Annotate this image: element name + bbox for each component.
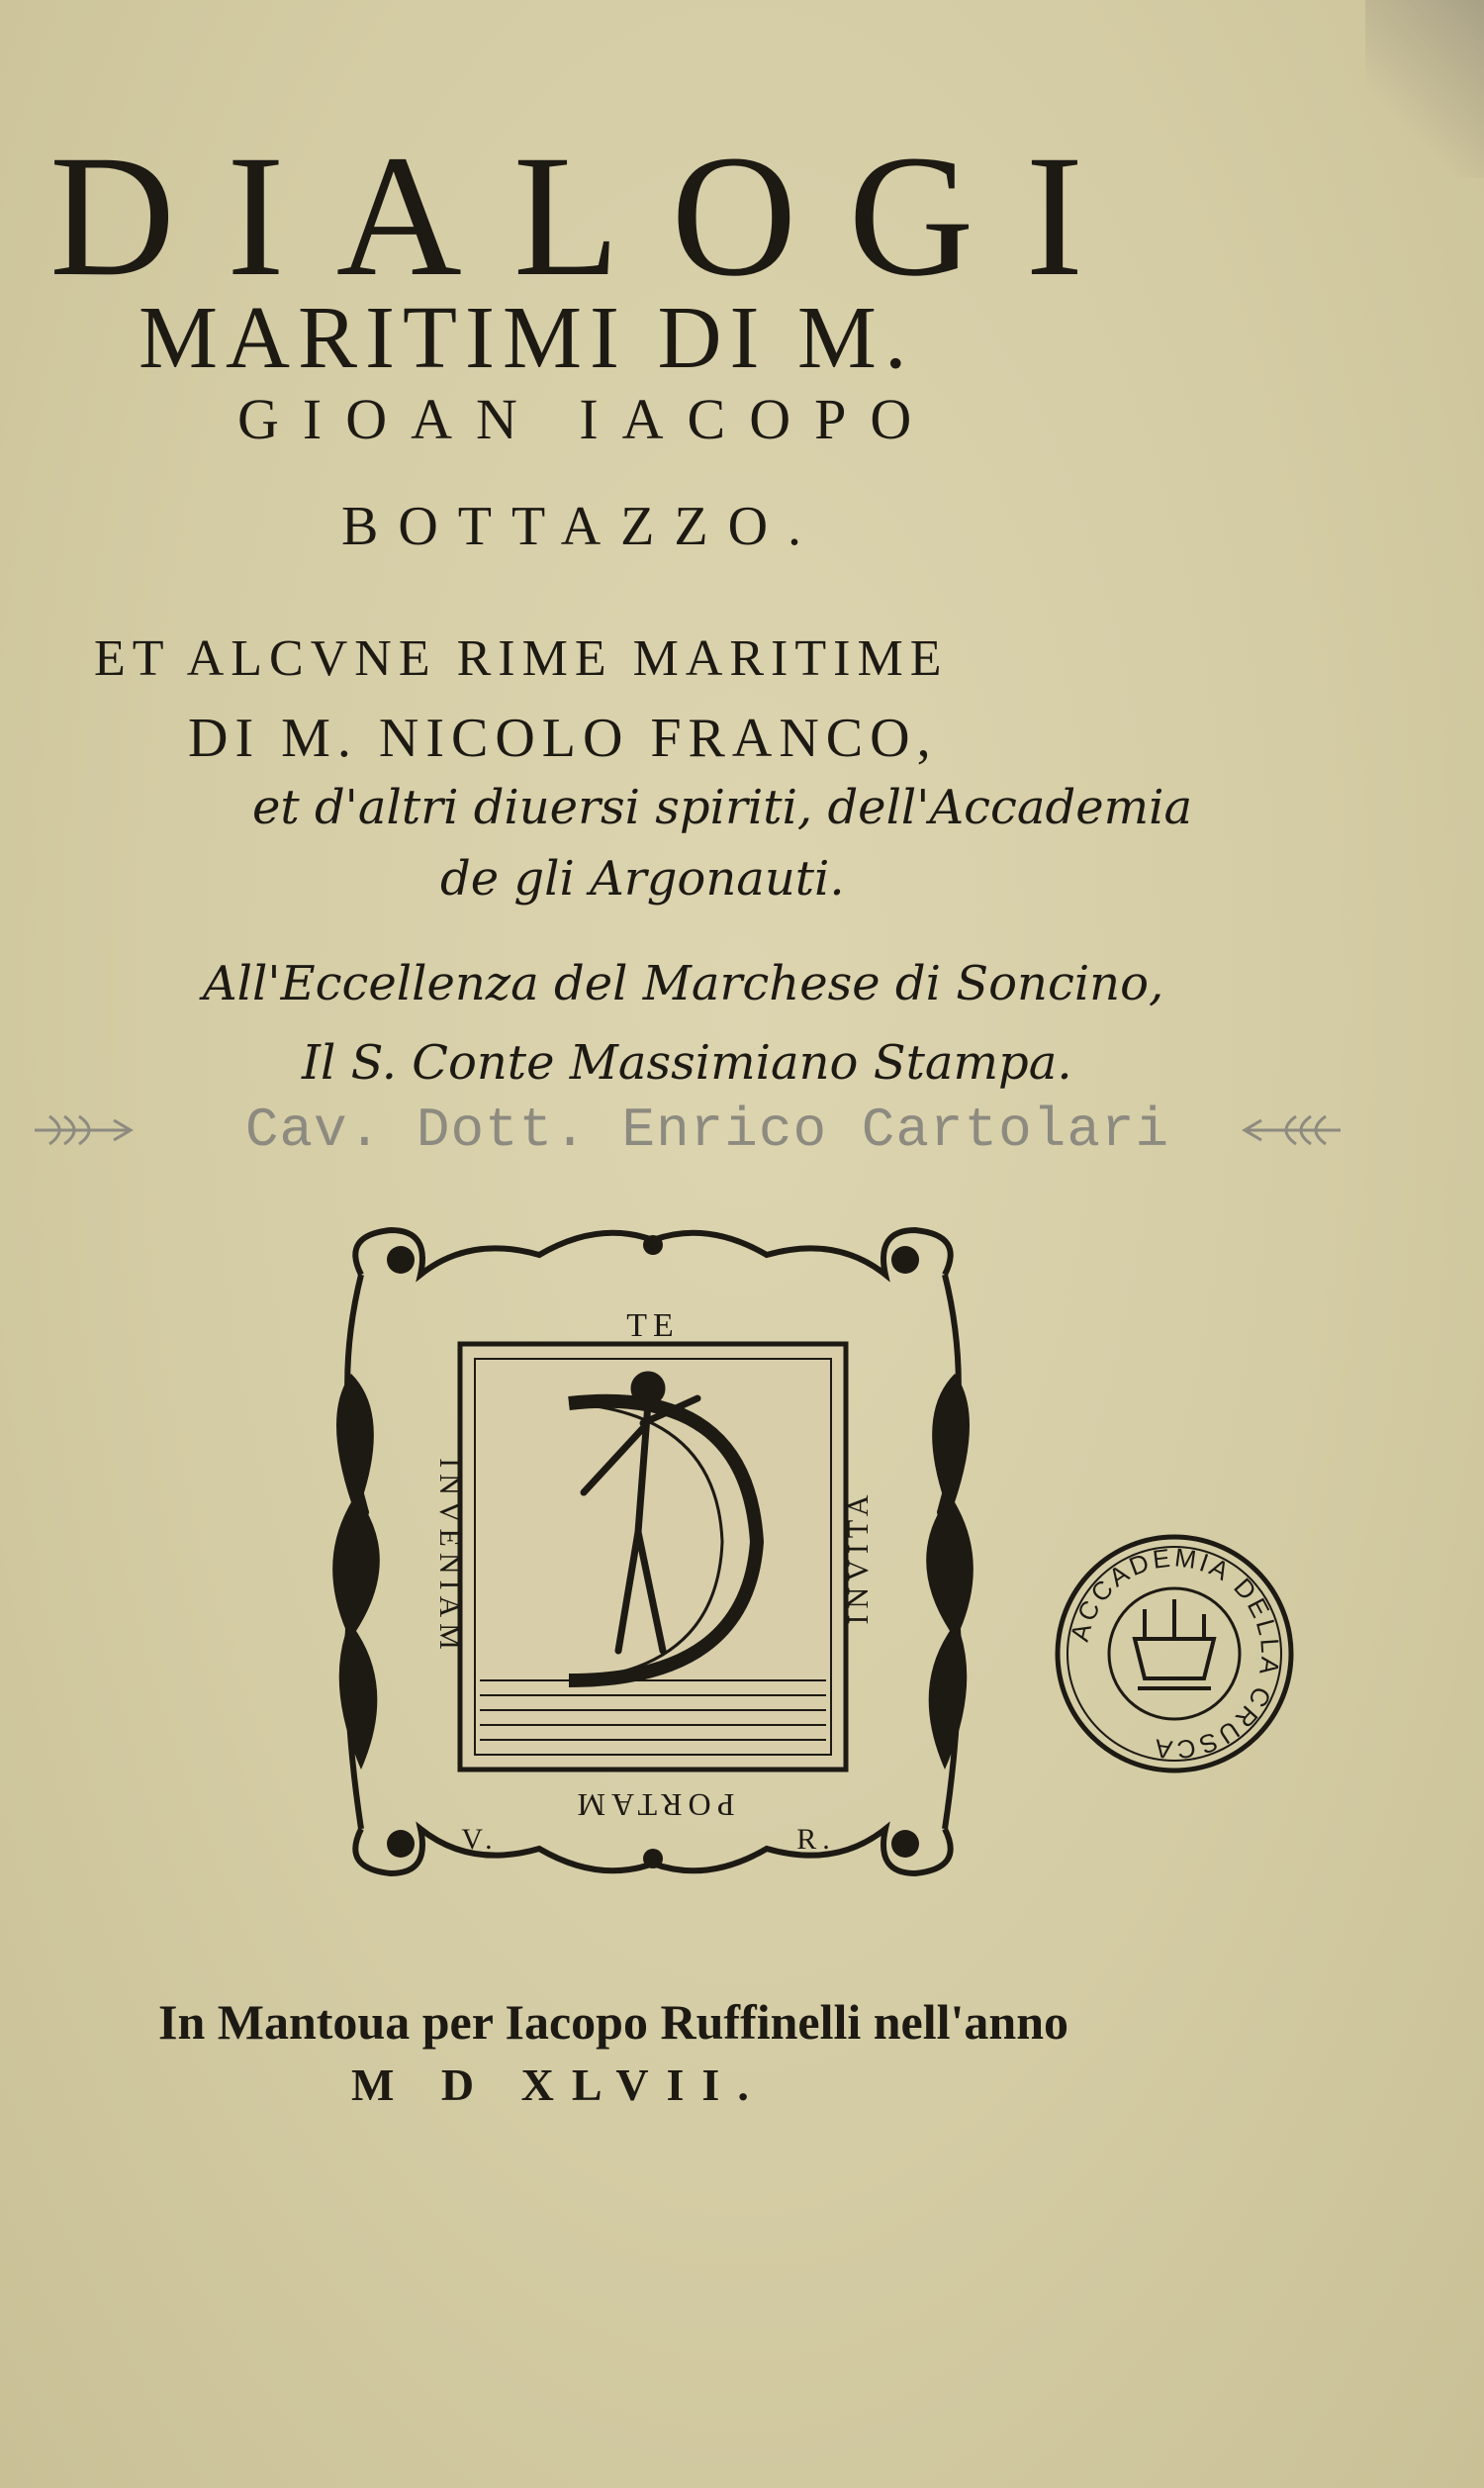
title-line-dialogi: DIALOGI xyxy=(49,120,1136,313)
library-seal-stamp xyxy=(1051,1530,1298,1777)
author-surname: BOTTAZZO. xyxy=(341,496,822,557)
imprint-place-printer: In Mantoua per Iacopo Ruffinelli nell'anno xyxy=(158,1994,1069,2050)
ownership-stamp xyxy=(30,1099,1345,1168)
paper-stain xyxy=(1365,0,1484,178)
subtitle-line-3: et d'altri diuersi spiriti, dell'Accademia xyxy=(252,780,1193,835)
left-hand-ornament-icon xyxy=(30,1102,139,1158)
device-motto-right: INVITA xyxy=(842,1488,875,1625)
subtitle-line-4: de gli Argonauti. xyxy=(440,851,845,907)
subtitle-line-2: DI M. NICOLO FRANCO, xyxy=(188,708,938,769)
device-motto-left: INVENIAM xyxy=(433,1458,466,1656)
device-initial-left: V. xyxy=(461,1823,499,1856)
imprint-date: M D XLVII. xyxy=(351,2059,767,2110)
device-motto-bottom: PORTAM xyxy=(571,1787,735,1823)
dedication-line-1: All'Eccellenza del Marchese di Soncino, xyxy=(203,956,1164,1011)
printer-device-woodcut xyxy=(322,1215,984,1888)
device-initial-right: R. xyxy=(796,1823,836,1856)
ownership-stamp-text: Cav. Dott. Enrico Cartolari xyxy=(244,1099,1170,1162)
title-line-maritimi: MARITIMI DI M. xyxy=(139,289,915,387)
device-motto-top: TE xyxy=(626,1307,680,1344)
library-seal-text: ACCADEMIA DELLA CRUSCA xyxy=(1064,1542,1286,1766)
dedication-line-2: Il S. Conte Massimiano Stampa. xyxy=(302,1035,1072,1091)
author-first-name: GIOAN IACOPO xyxy=(237,387,936,451)
right-hand-ornament-icon xyxy=(1237,1102,1345,1158)
subtitle-line-1: ET ALCVNE RIME MARITIME xyxy=(94,630,949,687)
